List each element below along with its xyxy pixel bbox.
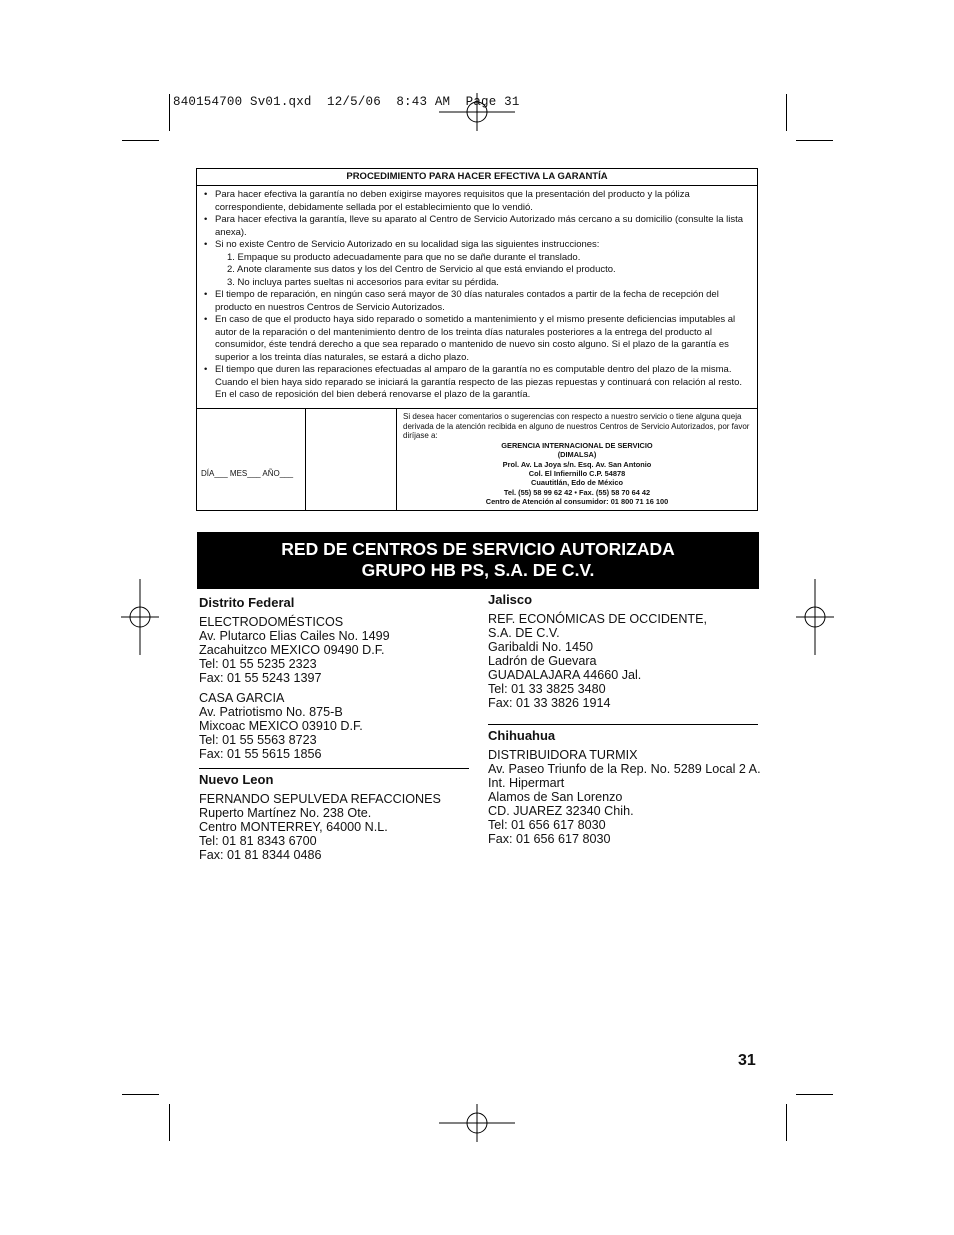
entry-line: Av. Paseo Triunfo de la Rep. No. 5289 Local 2 A.: [488, 762, 761, 776]
entry-line: REF. ECONÓMICAS DE OCCIDENTE,: [488, 612, 708, 626]
warranty-step: 3. No incluya partes sueltas ni accesorios para evitar su pérdida.: [227, 276, 499, 288]
contact-line: Prol. Av. La Joya s/n. Esq. Av. San Antonio: [502, 459, 652, 469]
contact-line: Tel. (55) 58 99 62 42 • Fax. (55) 58 70 64 42: [503, 487, 651, 497]
registration-mark-icon: [439, 1104, 515, 1142]
warranty-bullet: • Si no existe Centro de Servicio Autorizado en su localidad siga las siguientes instrucciones:: [202, 239, 751, 252]
region-heading: Jalisco: [488, 592, 533, 607]
region-heading: Nuevo Leon: [199, 772, 274, 787]
crop-mark: [796, 140, 833, 141]
banner-line: RED DE CENTROS DE SERVICIO AUTORIZADA: [281, 539, 675, 559]
entry-line: Zacahuitzco MEXICO 09490 D.F.: [199, 643, 385, 657]
entry-line: ELECTRODOMÉSTICOS: [199, 615, 344, 629]
entry-line: Tel: 01 55 5235 2323: [199, 657, 317, 671]
entry-line: Av. Patriotismo No. 875-B: [199, 705, 343, 719]
service-center-entry: [199, 691, 469, 761]
crop-mark: [786, 1104, 787, 1141]
entry-line: Av. Plutarco Elias Cailes No. 1499: [199, 629, 390, 643]
entry-line: S.A. DE C.V.: [488, 626, 560, 640]
file-slug: 840154700 Sv01.qxd 12/5/06 8:43 AM Page 31: [173, 95, 520, 109]
entry-line: Mixcoac MEXICO 03910 D.F.: [199, 719, 363, 733]
crop-mark: [169, 94, 170, 131]
registration-mark-icon: [796, 579, 834, 655]
date-field: DÍA___ MES___ AÑO___: [201, 469, 294, 478]
warranty-procedure-box: [196, 168, 758, 511]
crop-mark: [122, 1094, 159, 1095]
entry-line: Ruperto Martínez No. 238 Ote.: [199, 806, 372, 820]
directory-right-column: [488, 592, 761, 846]
entry-line: FERNANDO SEPULVEDA REFACCIONES: [199, 792, 441, 806]
region-heading: Chihuahua: [488, 728, 556, 743]
warranty-title: PROCEDIMIENTO PARA HACER EFECTIVA LA GARANTÍA: [197, 169, 757, 186]
entry-line: Ladrón de Guevara: [488, 654, 597, 668]
entry-line: Fax: 01 81 8344 0486: [199, 848, 322, 862]
warranty-bullet: • El tiempo que duren las reparaciones efectuadas al amparo de la garantía no es computable dentro del plazo de la misma. Cuando el bien haya sido reparado se iniciará la garantía respecto de las piezas repuestas y continuará con relación al resto. En el caso de reposición del bien deberá renovarse el plazo de la garantía.: [202, 364, 751, 402]
contact-line: Cuautitlán, Edo de México: [531, 478, 623, 488]
contact-intro: Si desea hacer comentarios o sugerencias con respecto a nuestro servicio o tiene alguna queja derivada de la atención recibida en alguno de nuestros Centros de Servicio Autorizados, por favor diríjase a:: [403, 412, 750, 441]
warranty-bullet: • Para hacer efectiva la garantía no deben exigirse mayores requisitos que la presentación del producto y la póliza correspondiente, debidamente sellada por el establecimiento que lo vendió.: [202, 189, 751, 214]
entry-line: Alamos de San Lorenzo: [488, 790, 623, 804]
service-center-entry: [488, 748, 761, 846]
contact-line: Col. El Infiernillo C.P. 54878: [528, 469, 626, 478]
entry-line: Tel: 01 33 3825 3480: [488, 682, 606, 696]
service-center-entry: [199, 792, 469, 862]
warranty-bullet: • En caso de que el producto haya sido reparado o sometido a mantenimiento y el mismo presente deficiencias imputables al autor de la reparación o del mantenimiento dentro de los treinta días naturales posteriores a la entrega del producto al consumidor, éste tendrá derecho a que sea reparado o mantenido de nuevo sin costo alguno. Si el plazo de la garantía es superior a los treinta días naturales, se estará a dicho plazo.: [202, 314, 751, 364]
entry-line: Tel: 01 81 8343 6700: [199, 834, 317, 848]
contact-cell: [397, 409, 757, 511]
directory-left-column: [199, 595, 469, 862]
entry-line: DISTRIBUIDORA TURMIX: [488, 748, 638, 762]
registration-mark-icon: [121, 579, 159, 655]
entry-line: Fax: 01 33 3826 1914: [488, 696, 611, 710]
service-center-entry: [199, 615, 469, 685]
section-divider: [199, 768, 469, 788]
entry-line: Fax: 01 55 5615 1856: [199, 747, 322, 761]
warranty-bullet: • Para hacer efectiva la garantía, lleve su aparato al Centro de Servicio Autorizado más cercano a su domicilio (consulte la lista anexa).: [202, 214, 751, 239]
date-cell: [197, 409, 306, 511]
warranty-instructions: [197, 186, 757, 409]
banner-line: GRUPO HB PS, S.A. DE C.V.: [361, 560, 595, 580]
region-heading: Distrito Federal: [199, 595, 295, 610]
service-network-banner: [197, 532, 759, 589]
entry-line: Centro MONTERREY, 64000 N.L.: [199, 820, 388, 834]
registration-mark-icon: [439, 93, 515, 131]
entry-line: CASA GARCIA: [199, 691, 285, 705]
warranty-bullet: • El tiempo de reparación, en ningún caso será mayor de 30 días naturales contados a partir de la fecha de recepción del producto en nuestros Centros de Servicio Autorizados.: [202, 289, 751, 314]
crop-mark: [122, 140, 159, 141]
entry-line: CD. JUAREZ 32340 Chih.: [488, 804, 634, 818]
warranty-step: 1. Empaque su producto adecuadamente para que no se dañe durante el translado.: [227, 251, 581, 263]
warranty-footer: [197, 409, 757, 511]
entry-line: Tel: 01 656 617 8030: [488, 818, 606, 832]
stamp-cell: [306, 409, 397, 511]
entry-line: Fax: 01 55 5243 1397: [199, 671, 322, 685]
entry-line: GUADALAJARA 44660 Jal.: [488, 668, 642, 682]
entry-line: Fax: 01 656 617 8030: [488, 832, 611, 846]
entry-line: Garibaldi No. 1450: [488, 640, 594, 654]
service-center-entry: [488, 612, 758, 710]
contact-line: (DIMALSA): [557, 450, 597, 460]
contact-line: GERENCIA INTERNACIONAL DE SERVICIO: [501, 440, 653, 450]
contact-line: Centro de Atención al consumidor: 01 800 71 16 100: [485, 497, 669, 507]
entry-line: Int. Hipermart: [488, 776, 565, 790]
crop-mark: [786, 94, 787, 131]
warranty-step: 2. Anote claramente sus datos y los del Centro de Servicio al que está enviando el producto.: [227, 264, 616, 275]
crop-mark: [796, 1094, 833, 1095]
entry-line: Tel: 01 55 5563 8723: [199, 733, 317, 747]
crop-mark: [169, 1104, 170, 1141]
section-divider: [488, 724, 758, 744]
page-number: 31: [738, 1052, 756, 1069]
